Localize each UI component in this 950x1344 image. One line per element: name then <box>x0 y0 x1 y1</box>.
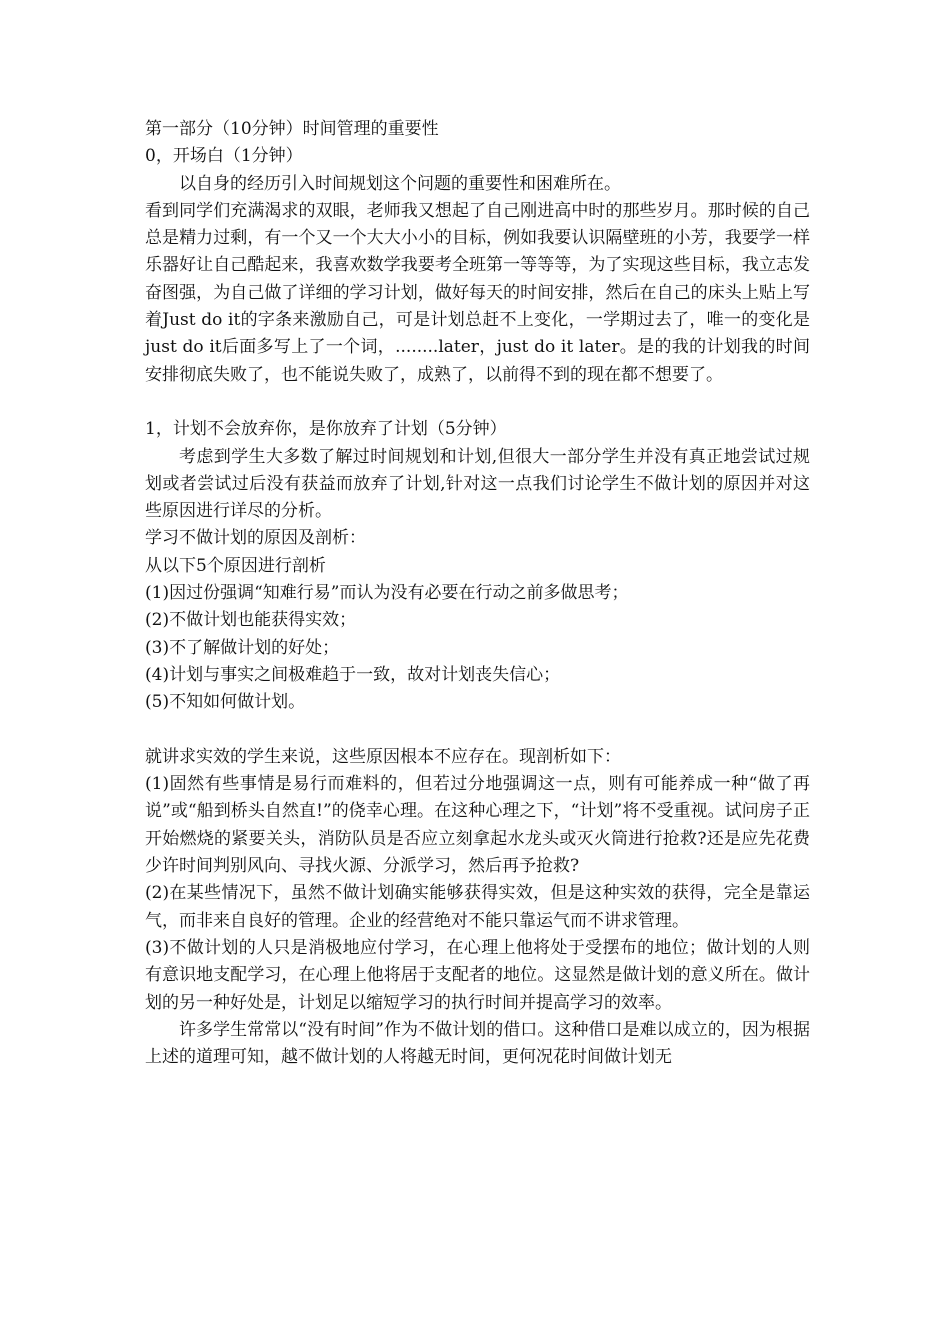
closing-paragraph: 许多学生常常以“没有时间”作为不做计划的借口。这种借口是难以成立的，因为根据上述的道理可知，越不做计划的人将越无时间，更何况花时间做计划无 <box>145 1019 810 1068</box>
part1-intro: 考虑到学生大多数了解过时间规划和计划,但很大一部分学生并没有真正地尝试过规划或者尝试过后没有获益而放弃了计划,针对这一点我们讨论学生不做计划的原因并对这些原因进行详尽的分析。 <box>145 446 810 522</box>
paragraph-gap <box>145 389 810 416</box>
reason-item: (2)不做计划也能获得实效； <box>145 610 357 631</box>
paragraph-gap <box>145 717 810 744</box>
part0-heading: 0，开场白（1分钟） <box>145 146 303 167</box>
reason-item: (1)因过份强调“知难行易”而认为没有必要在行动之前多做思考； <box>145 583 629 604</box>
analysis-item: (3)不做计划的人只是消极地应付学习，在心理上他将处于受摆布的地位；做计划的人则有意识地支配学习，在心理上他将居于支配者的地位。这显然是做计划的意义所在。做计划的另一种好处是，计划足以缩短学习的执行时间并提高学习的效率。 <box>145 937 810 1013</box>
section-title: 第一部分（10分钟）时间管理的重要性 <box>145 119 439 139</box>
analysis-intro: 就讲求实效的学生来说，这些原因根本不应存在。现剖析如下： <box>145 746 621 767</box>
part0-story: 看到同学们充满渴求的双眼，老师我又想起了自己刚进高中时的那些岁月。那时候的自己总是精力过剩，有一个又一个大大小小的目标，例如我要认识隔壁班的小芳，我要学一样乐器好让自己酷起来，我喜欢数学我要考全班第一等等等，为了实现这些目标，我立志发奋图强，为自己做了详细的学习计划，做好每天的时间安排，然后在自己的床头上贴上写着Just do it的字条来激励自己，可是计划总赶不上变化，一学期过去了，唯一的变化是just do it后面多写上了一个词，........later，just do it later。是的我的计划我的时间安排彻底失败了，也不能说失败了，成熟了，以前得不到的现在都不想要了。 <box>145 200 810 385</box>
analysis-item: (2)在某些情况下，虽然不做计划确实能够获得实效，但是这种实效的获得，完全是靠运气，而非来自良好的管理。企业的经营绝对不能只靠运气而不讲求管理。 <box>145 883 810 931</box>
reason-item: (3)不了解做计划的好处； <box>145 637 340 658</box>
part1-heading: 1，计划不会放弃你，是你放弃了计划（5分钟） <box>145 419 507 440</box>
analysis-item: (1)固然有些事情是易行而难料的，但若过分地强调这一点，则有可能养成一种“做了再说”或“船到桥头自然直!”的侥幸心理。在这种心理之下，“计划”将不受重视。试问房子正开始燃烧的紧要关头，消防队员是否应立刻拿起水龙头或灭火筒进行抢救?还是应先花费少许时间判别风向、寻找火源、分派学习，然后再予抢救? <box>145 774 810 877</box>
reasons-subtitle: 从以下5个原因进行剖析 <box>145 555 326 576</box>
reason-item: (4)计划与事实之间极难趋于一致，故对计划丧失信心； <box>145 664 561 685</box>
reason-item: (5)不知如何做计划。 <box>145 692 306 713</box>
document-body <box>145 116 810 1071</box>
reasons-title: 学习不做计划的原因及剖析： <box>145 528 366 549</box>
part0-intro: 以自身的经历引入时间规划这个问题的重要性和困难所在。 <box>179 173 621 194</box>
